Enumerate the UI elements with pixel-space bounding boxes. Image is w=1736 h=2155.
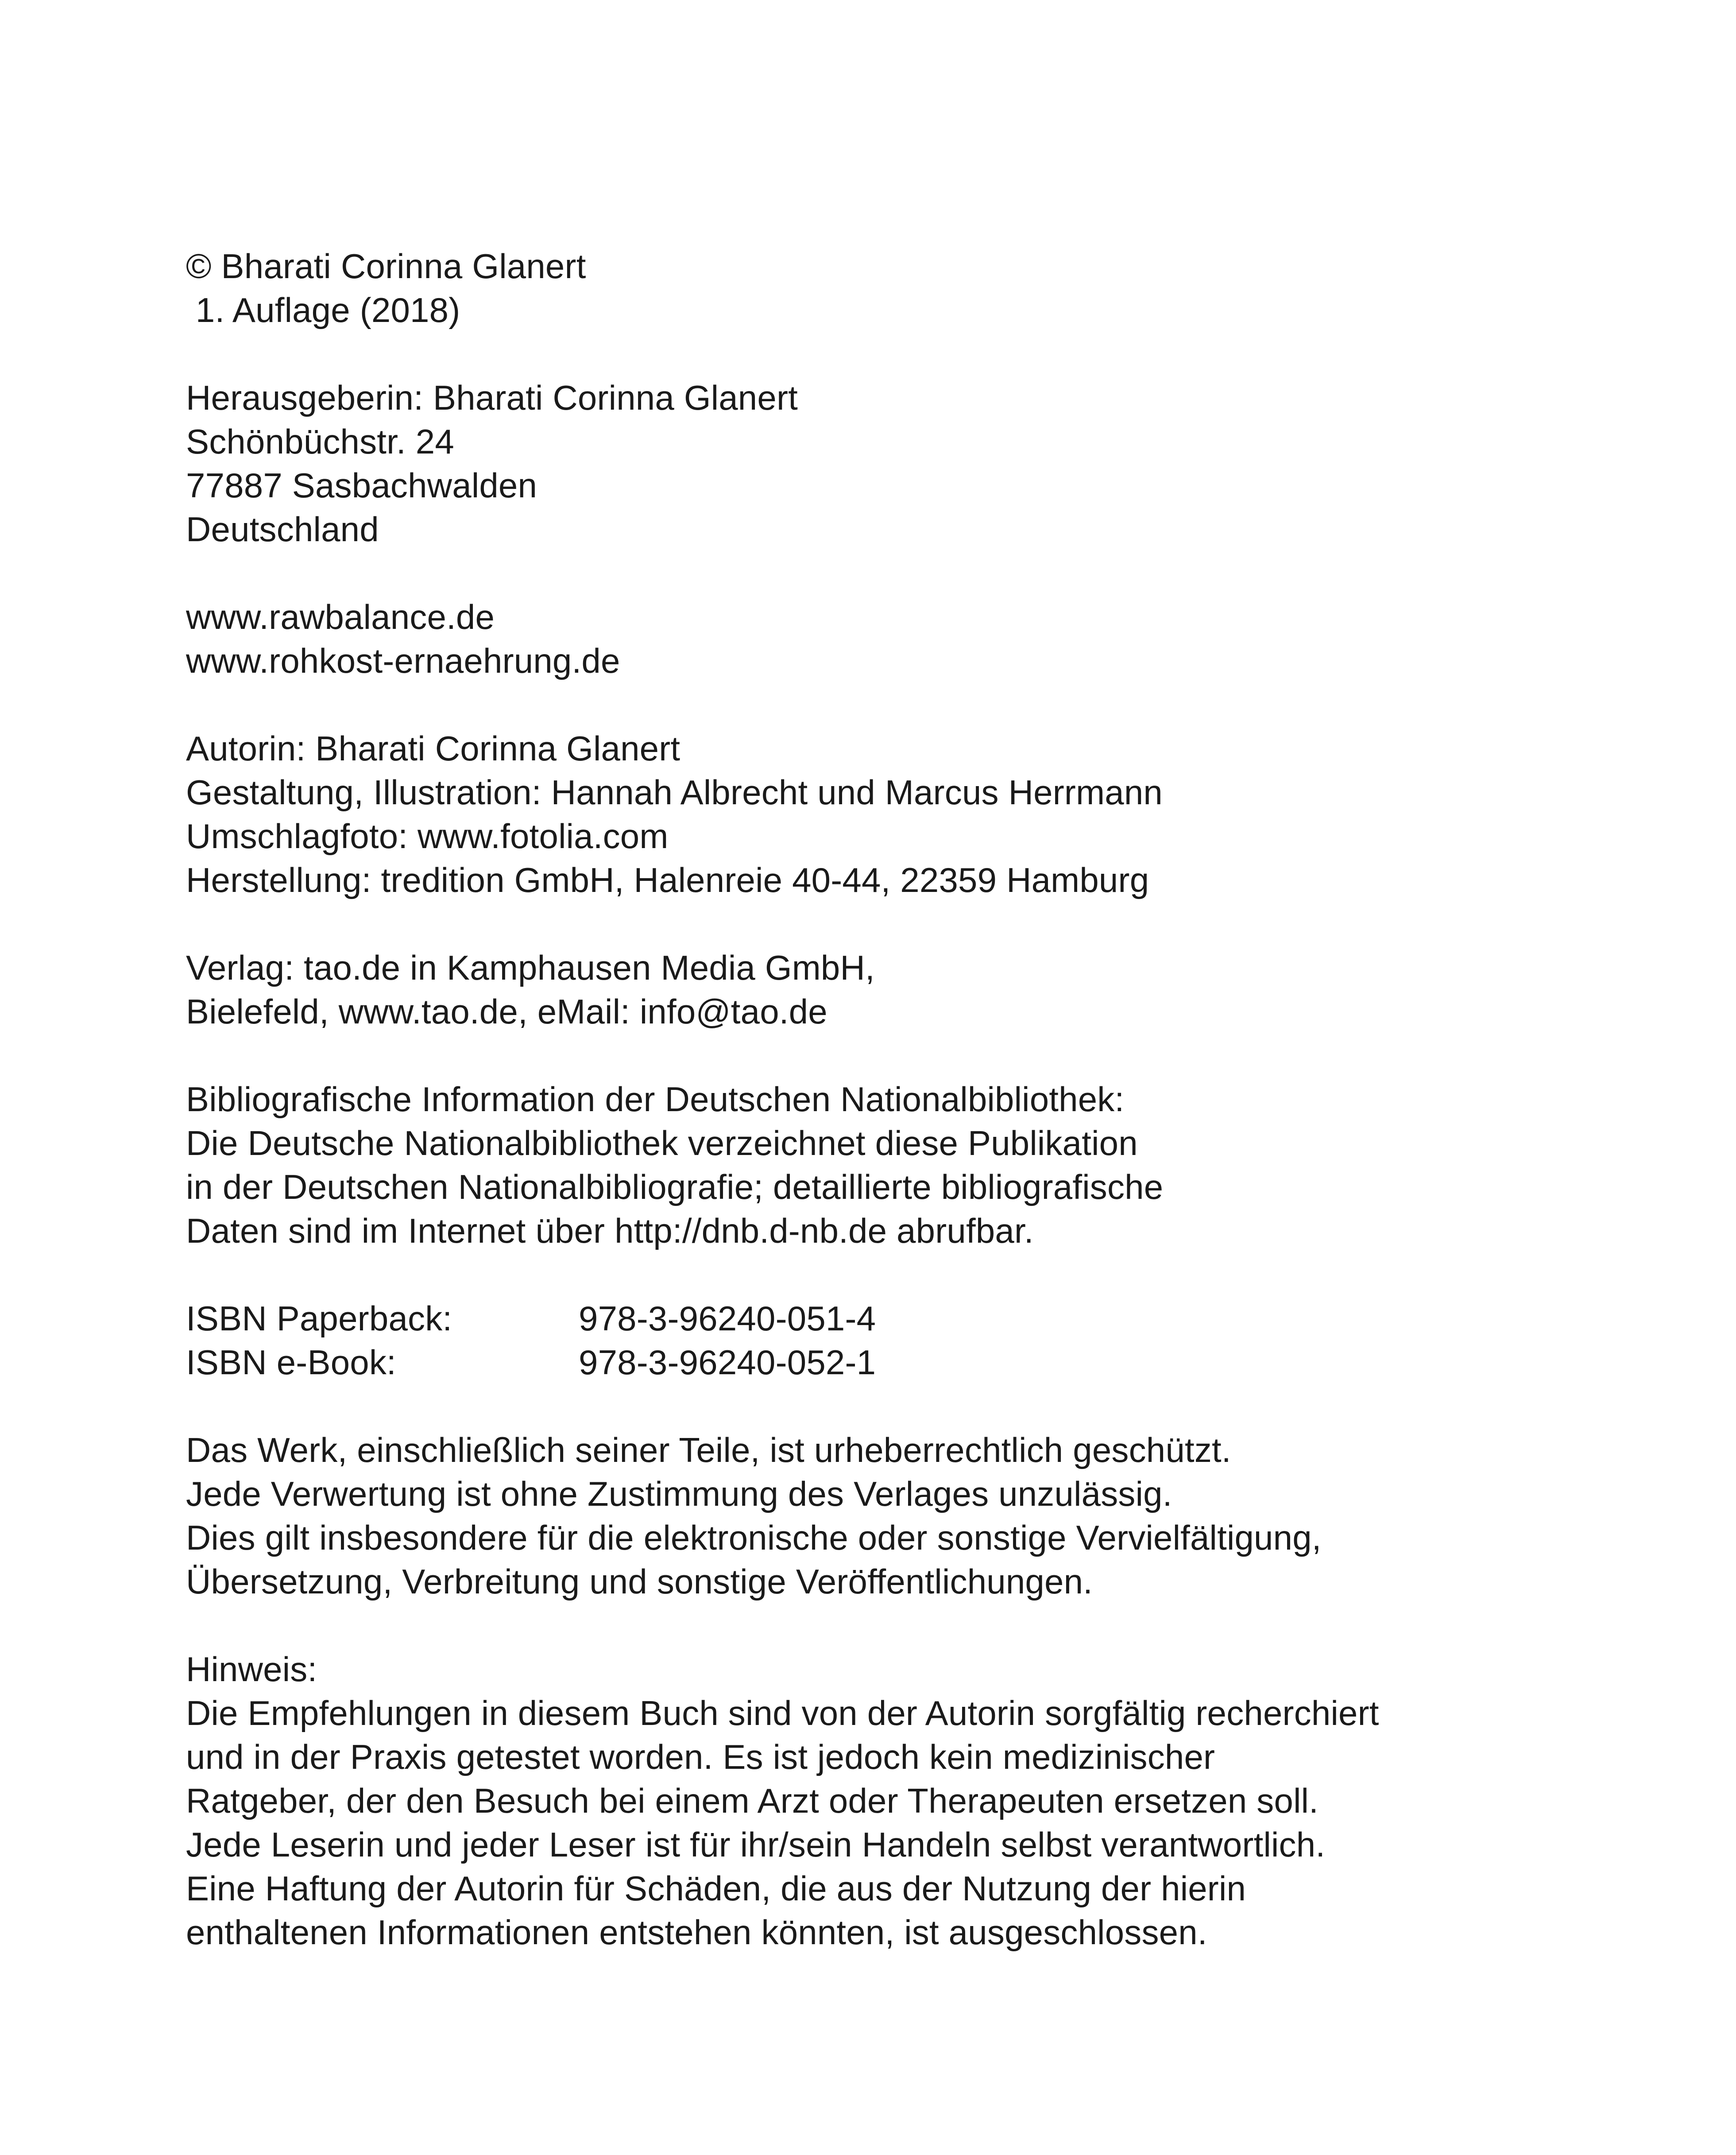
websites-block [186, 595, 1558, 683]
verlag-name: Verlag: tao.de in Kamphausen Media GmbH, [186, 948, 875, 987]
bibliography-text: Die Deutsche Nationalbibliothek verzeichnet diese Publikation [186, 1124, 1138, 1163]
publisher-name: Herausgeberin: Bharati Corinna Glanert [186, 378, 798, 417]
isbn-row-paperback [186, 1297, 1558, 1341]
publisher-country: Deutschland [186, 510, 379, 549]
notice-text: Ratgeber, der den Besuch bei einem Arzt oder Therapeuten ersetzen soll. [186, 1781, 1318, 1820]
rights-text: Jede Verwertung ist ohne Zustimmung des Verlages unzulässig. [186, 1474, 1172, 1513]
copyright-block [186, 244, 1558, 332]
author-credit: Autorin: Bharati Corinna Glanert [186, 729, 680, 768]
notice-text: Die Empfehlungen in diesem Buch sind von der Autorin sorgfältig recherchiert [186, 1694, 1379, 1733]
isbn-value: 978-3-96240-052-1 [579, 1343, 876, 1382]
notice-text: Jede Leserin und jeder Leser ist für ihr/sein Handeln selbst verantwortlich. [186, 1825, 1326, 1864]
production-credit: Herstellung: tredition GmbH, Halenreie 40-44, 22359 Hamburg [186, 860, 1149, 899]
isbn-block [186, 1297, 1558, 1384]
isbn-row-ebook [186, 1341, 1558, 1384]
imprint-page [186, 244, 1558, 1954]
rights-text: Übersetzung, Verbreitung und sonstige Veröffentlichungen. [186, 1562, 1093, 1601]
website-link-rawbalance: www.rawbalance.de [186, 597, 495, 636]
notice-block [186, 1647, 1558, 1954]
isbn-label: ISBN Paperback: [186, 1299, 452, 1338]
credits-block [186, 727, 1558, 902]
notice-text: und in der Praxis getestet worden. Es ist jedoch kein medizinischer [186, 1737, 1215, 1776]
publisher-city: 77887 Sasbachwalden [186, 466, 537, 505]
notice-heading: Hinweis: [186, 1650, 317, 1689]
bibliography-text: Daten sind im Internet über http://dnb.d-nb.de abrufbar. [186, 1211, 1034, 1250]
isbn-label: ISBN e-Book: [186, 1343, 396, 1382]
rights-block [186, 1428, 1558, 1604]
edition-line: 1. Auflage (2018) [186, 291, 460, 329]
publisher-block [186, 376, 1558, 551]
website-link-rohkost: www.rohkost-ernaehrung.de [186, 641, 620, 680]
bibliography-text: in der Deutschen Nationalbibliografie; detaillierte bibliografische [186, 1167, 1164, 1206]
notice-text: enthaltenen Informationen entstehen könnten, ist ausgeschlossen. [186, 1913, 1207, 1952]
verlag-block [186, 946, 1558, 1034]
verlag-contact: Bielefeld, www.tao.de, eMail: info@tao.de [186, 992, 827, 1031]
cover-photo-credit: Umschlagfoto: www.fotolia.com [186, 817, 669, 856]
bibliography-block [186, 1078, 1558, 1253]
bibliography-heading: Bibliografische Information der Deutschen Nationalbibliothek: [186, 1080, 1125, 1119]
isbn-value: 978-3-96240-051-4 [579, 1299, 876, 1338]
rights-text: Dies gilt insbesondere für die elektronische oder sonstige Vervielfältigung, [186, 1518, 1322, 1557]
publisher-street: Schönbüchstr. 24 [186, 422, 454, 461]
copyright-line: © Bharati Corinna Glanert [186, 247, 586, 286]
notice-text: Eine Haftung der Autorin für Schäden, die aus der Nutzung der hierin [186, 1869, 1246, 1908]
design-credit: Gestaltung, Illustration: Hannah Albrecht und Marcus Herrmann [186, 773, 1163, 812]
rights-text: Das Werk, einschließlich seiner Teile, ist urheberrechtlich geschützt. [186, 1430, 1231, 1469]
